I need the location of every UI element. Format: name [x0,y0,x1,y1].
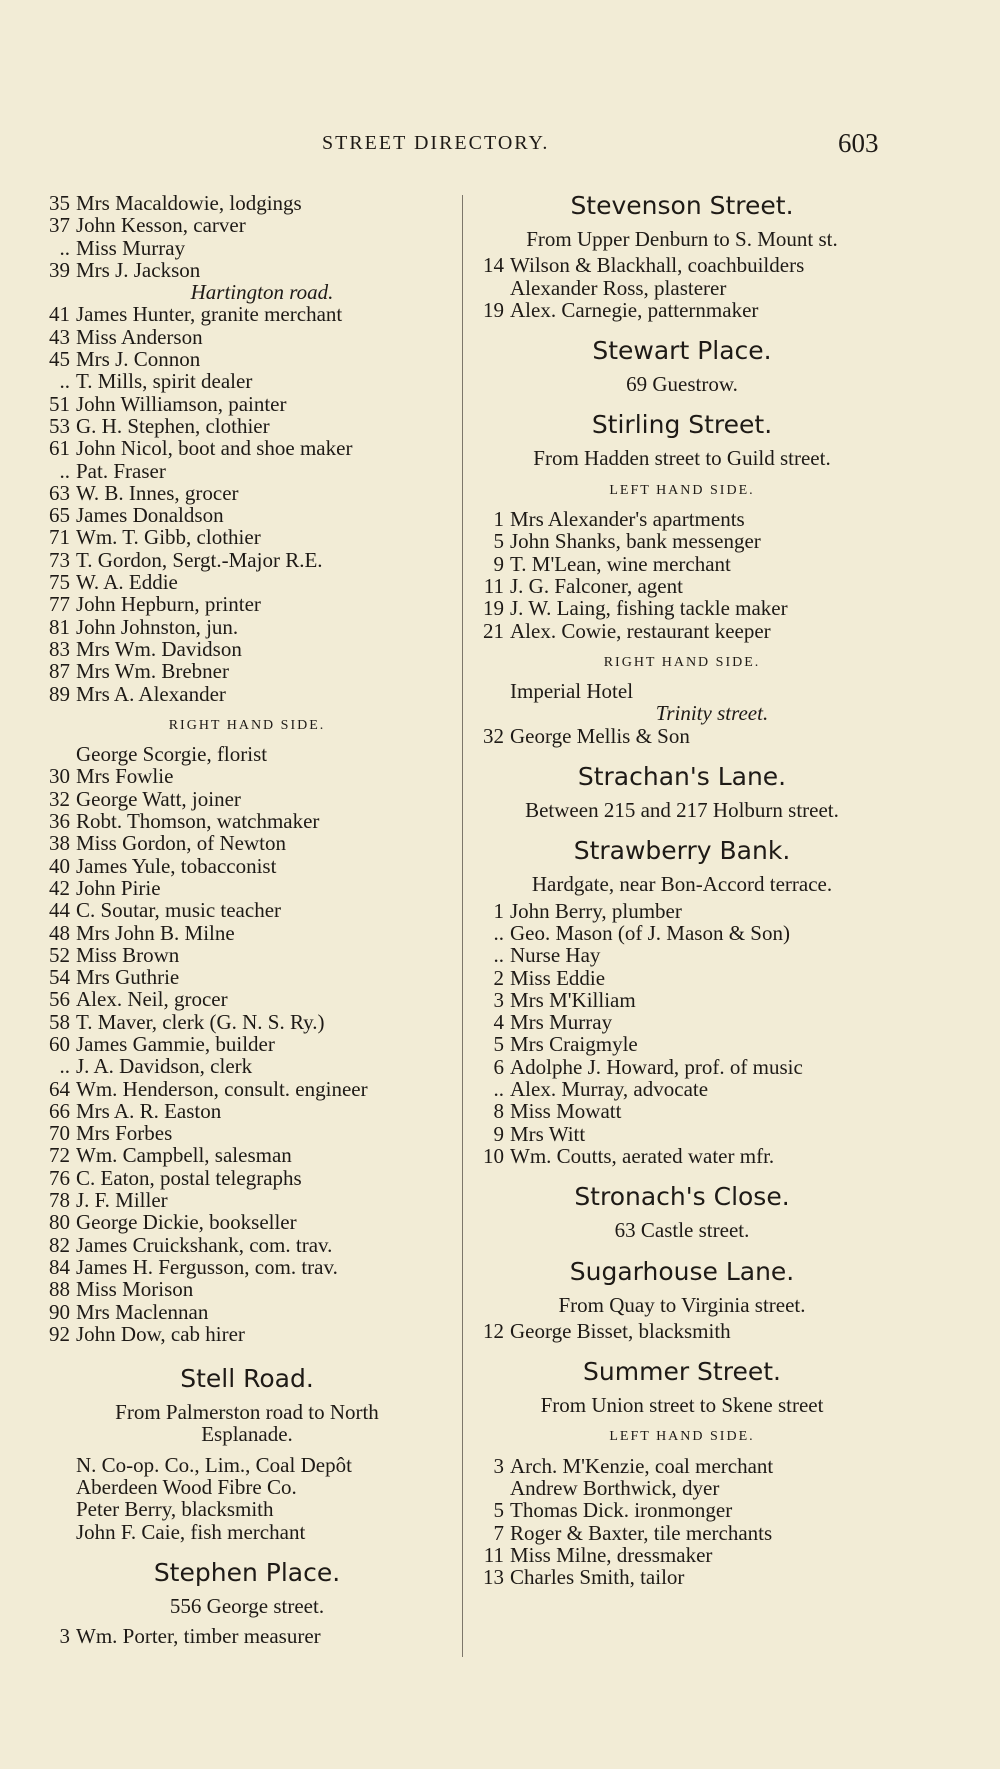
house-number: 13 [483,1565,504,1590]
occupant-text: T. Maver, clerk (G. N. S. Ry.) [76,1009,325,1034]
occupant-text: Mrs John B. Milne [76,920,235,945]
cross-street-label: Hartington road. [190,280,334,305]
occupant-text: W. B. Innes, grocer [76,480,239,505]
directory-entry [472,277,892,299]
directory-entry [472,575,892,597]
directory-entry [38,571,456,593]
directory-entry [38,638,456,660]
house-number: 82 [49,1232,70,1257]
house-number: 64 [49,1076,70,1101]
directory-entry [38,1625,456,1647]
occupant-text: J. W. Laing, fishing tackle maker [510,596,788,621]
house-number: 4 [493,1010,504,1035]
street-description: From Hadden street to Guild street. [533,446,831,471]
occupant-text: Wm. Coutts, aerated water mfr. [510,1143,775,1168]
house-number: 37 [49,213,70,238]
house-number: 7 [493,1520,504,1545]
street-heading: Stephen Place. [153,1557,341,1587]
house-number: 45 [49,347,70,372]
house-number: 90 [49,1299,70,1324]
occupant-text: Mrs Macaldowie, lodgings [76,191,302,215]
directory-entry [38,1167,456,1189]
entry-list [38,192,456,281]
occupant-text: Mrs A. R. Easton [76,1098,222,1123]
house-number: 1 [493,898,504,923]
occupant-text: Charles Smith, tailor [510,1565,685,1590]
directory-entry [38,899,456,921]
directory-entry [472,1544,892,1566]
occupant-text: Mrs Forbes [76,1121,173,1146]
directory-entry [38,922,456,944]
house-number: 63 [49,480,70,505]
side-heading: RIGHT HAND SIDE. [168,717,326,733]
directory-entry [38,393,456,415]
directory-entry [38,504,456,526]
directory-entry [472,1499,892,1521]
house-number: 21 [483,618,504,643]
house-number: 48 [49,920,70,945]
occupant-text: John Hepburn, printer [76,592,261,617]
directory-entry [38,460,456,482]
side-heading: LEFT HAND SIDE. [609,1429,755,1445]
directory-entry: Imperial Hotel [510,679,634,704]
occupant-text: Alex. Cowie, restaurant keeper [510,618,771,643]
occupant-text: Mrs J. Jackson [76,257,201,282]
house-number: 32 [49,786,70,811]
occupant-text: Geo. Mason (of J. Mason & Son) [510,920,790,945]
directory-entry [38,966,456,988]
directory-entry: N. Co-op. Co., Lim., Coal Depôt [76,1452,352,1477]
street-description: Between 215 and 217 Holburn street. [525,798,839,823]
house-number: 73 [49,547,70,572]
directory-entry [472,299,892,321]
house-number: 53 [49,413,70,438]
directory-entry: John F. Caie, fish merchant [76,1519,306,1544]
street-heading: Stirling Street. [591,410,773,440]
occupant-text: George Dickie, bookseller [76,1210,297,1235]
house-number: 60 [49,1031,70,1056]
house-number: 44 [49,898,70,923]
directory-entry [472,1566,892,1588]
side-heading: RIGHT HAND SIDE. [603,654,761,670]
house-number: 3 [59,1624,70,1649]
house-number: 75 [49,570,70,595]
occupant-text: Miss Milne, dressmaker [510,1542,713,1567]
page-header [0,128,1000,168]
directory-entry [38,660,456,682]
directory-entry: George Scorgie, florist [76,742,268,767]
directory-entry: Peter Berry, blacksmith [76,1497,274,1522]
column-divider [462,195,463,1657]
house-number: 36 [49,809,70,834]
house-number: 88 [49,1277,70,1302]
occupant-text: James Cruickshank, com. trav. [76,1232,333,1257]
house-number: 43 [49,324,70,349]
directory-entry [38,832,456,854]
directory-entry [38,988,456,1010]
house-number: 70 [49,1121,70,1146]
directory-entry: Aberdeen Wood Fibre Co. [76,1475,297,1500]
directory-entry [472,1011,892,1033]
house-number: 10 [483,1143,504,1168]
occupant-text: Adolphe J. Howard, prof. of music [510,1054,803,1079]
directory-entry [38,1211,456,1233]
directory-entry [38,326,456,348]
directory-entry [38,1234,456,1256]
street-description: 69 Guestrow. [626,372,738,397]
occupant-text: T. M'Lean, wine merchant [510,551,731,576]
house-number: 30 [49,764,70,789]
occupant-text: Andrew Borthwick, dyer [510,1475,720,1500]
house-number: 38 [49,831,70,856]
entry-list [38,765,456,1345]
directory-entry [38,1278,456,1300]
house-number: 11 [483,1542,504,1567]
entry-list [472,1320,892,1342]
house-number: 3 [493,987,504,1012]
directory-entry [38,855,456,877]
house-number: .. [493,943,504,968]
occupant-text: Wilson & Blackhall, coachbuilders [510,253,805,278]
house-number: 19 [483,297,504,322]
house-number: 81 [49,614,70,639]
directory-entry [38,1011,456,1033]
directory-entry [38,1144,456,1166]
occupant-text: James Yule, tobacconist [76,853,277,878]
house-number: 56 [49,987,70,1012]
street-description: From Union street to Skene street [540,1393,824,1418]
entry-list [472,1455,892,1589]
occupant-text: Miss Mowatt [510,1099,622,1124]
directory-entry [472,508,892,530]
occupant-text: John Johnston, jun. [76,614,239,639]
entry-list [38,303,456,704]
house-number: 80 [49,1210,70,1235]
occupant-text: John Nicol, boot and shoe maker [76,436,353,461]
house-number: .. [493,920,504,945]
house-number: 83 [49,636,70,661]
house-number: 5 [493,529,504,554]
directory-entry [472,1522,892,1544]
directory-entry [38,1301,456,1323]
occupant-text: John Pirie [76,875,161,900]
street-heading: Strachan's Lane. [577,762,787,792]
occupant-text: George Watt, joiner [76,786,241,811]
directory-entry [38,192,456,214]
directory-entry [38,944,456,966]
house-number: .. [59,458,70,483]
occupant-text: John Shanks, bank messenger [510,529,761,554]
street-heading: Stronach's Close. [574,1182,790,1212]
street-description: 63 Castle street. [614,1218,750,1243]
directory-entry [38,810,456,832]
occupant-text: Arch. M'Kenzie, coal merchant [510,1453,774,1478]
right-column [472,192,892,1588]
occupant-text: John Kesson, carver [76,213,246,238]
house-number: .. [493,1077,504,1102]
street-description: 556 George street. [169,1593,325,1618]
directory-entry [38,259,456,281]
occupant-text: T. Gordon, Sergt.-Major R.E. [76,547,323,572]
house-number: 51 [49,391,70,416]
directory-entry [472,725,892,747]
street-description: From Quay to Virginia street. [558,1292,806,1317]
directory-entry [38,482,456,504]
directory-entry [472,1078,892,1100]
directory-entry [38,1100,456,1122]
occupant-text: G. H. Stephen, clothier [76,413,270,438]
directory-entry [472,989,892,1011]
directory-entry [38,1323,456,1345]
directory-entry [38,1122,456,1144]
house-number: 66 [49,1098,70,1123]
occupant-text: George Bisset, blacksmith [510,1318,731,1343]
occupant-text: Miss Anderson [76,324,203,349]
directory-entry [38,1055,456,1077]
directory-entry [38,237,456,259]
left-column [38,192,456,1648]
directory-entry [472,944,892,966]
house-number: 39 [49,257,70,282]
street-heading: Stevenson Street. [570,191,794,220]
occupant-text: Roger & Baxter, tile merchants [510,1520,773,1545]
house-number: .. [59,369,70,394]
directory-entry [38,214,456,236]
house-number: 8 [493,1099,504,1124]
occupant-text: John Williamson, painter [76,391,287,416]
directory-entry [38,348,456,370]
directory-entry [38,877,456,899]
directory-entry [472,900,892,922]
occupant-text: James Donaldson [76,503,224,528]
house-number: 87 [49,659,70,684]
directory-entry [38,788,456,810]
occupant-text: Mrs Maclennan [76,1299,209,1324]
entry-list [472,254,892,321]
directory-entry [472,1320,892,1342]
directory-entry [472,1123,892,1145]
house-number: 52 [49,942,70,967]
street-description: Hardgate, near Bon-Accord terrace. [531,872,833,897]
house-number: 9 [493,551,504,576]
street-heading: Summer Street. [583,1357,781,1387]
directory-entry [38,549,456,571]
street-description: From Palmerston road to North [115,1400,379,1425]
house-number: 3 [493,1453,504,1478]
occupant-text: Miss Murray [76,235,186,260]
running-title: STREET DIRECTORY. [322,132,550,154]
house-number: 58 [49,1009,70,1034]
occupant-text: Robt. Thomson, watchmaker [76,809,320,834]
street-heading: Sugarhouse Lane. [569,1256,795,1286]
occupant-text: C. Soutar, music teacher [76,898,282,923]
house-number: 41 [49,302,70,327]
directory-entry [472,967,892,989]
directory-entry [472,1477,892,1499]
house-number [472,1477,510,1499]
occupant-text: Wm. Campbell, salesman [76,1143,292,1168]
directory-entry [38,437,456,459]
cross-street-label: Trinity street. [655,701,769,726]
page-number: 603 [838,128,879,158]
occupant-text: C. Eaton, postal telegraphs [76,1165,302,1190]
occupant-text: Miss Eddie [510,965,606,990]
house-number: 89 [49,681,70,706]
directory-entry [38,415,456,437]
occupant-text: J. G. Falconer, agent [510,573,683,598]
directory-entry [472,620,892,642]
house-number: .. [59,1054,70,1079]
house-number: 32 [483,723,504,748]
house-number: 61 [49,436,70,461]
house-number: 19 [483,596,504,621]
directory-entry [472,553,892,575]
directory-entry [472,1100,892,1122]
house-number: 71 [49,525,70,550]
directory-entry [38,683,456,705]
occupant-text: Miss Brown [76,942,180,967]
occupant-text: Alexander Ross, plasterer [510,275,727,300]
occupant-text: Mrs Fowlie [76,764,174,789]
house-number: .. [59,235,70,260]
house-number: 1 [493,507,504,532]
occupant-text: Mrs Wm. Davidson [76,636,242,661]
house-number: 84 [49,1254,70,1279]
entry-list [472,508,892,642]
occupant-text: Mrs Alexander's apartments [510,507,745,532]
directory-entry [472,1033,892,1055]
directory-entry [38,1078,456,1100]
directory-entry [472,254,892,276]
house-number: 40 [49,853,70,878]
occupant-text: Thomas Dick. ironmonger [510,1498,733,1523]
occupant-text: Wm. Porter, timber measurer [76,1624,321,1649]
directory-entry [38,616,456,638]
occupant-text: James H. Fergusson, com. trav. [76,1254,338,1279]
house-number: 2 [493,965,504,990]
occupant-text: John Dow, cab hirer [76,1321,245,1346]
occupant-text: Wm. Henderson, consult. engineer [76,1076,368,1101]
occupant-text: Alex. Neil, grocer [76,987,228,1012]
occupant-text: Wm. T. Gibb, clothier [76,525,261,550]
house-number [472,277,510,299]
occupant-text: Mrs M'Killiam [510,987,636,1012]
occupant-text: Mrs Wm. Brebner [76,659,229,684]
street-description: Esplanade. [201,1422,293,1447]
street-heading: Strawberry Bank. [573,836,791,866]
street-description: From Upper Denburn to S. Mount st. [526,227,838,251]
directory-entry [472,530,892,552]
directory-entry [38,303,456,325]
directory-entry [38,370,456,392]
occupant-text: J. F. Miller [76,1188,168,1213]
occupant-text: Miss Morison [76,1277,194,1302]
occupant-text: Mrs Guthrie [76,965,180,990]
directory-entry [38,526,456,548]
street-heading: Stewart Place. [592,336,772,366]
house-number: 35 [49,191,70,215]
house-number: 6 [493,1054,504,1079]
house-number: 77 [49,592,70,617]
occupant-text: W. A. Eddie [76,570,178,595]
house-number: 5 [493,1498,504,1523]
house-number: 14 [483,253,504,278]
entry-list [472,725,892,747]
occupant-text: T. Mills, spirit dealer [76,369,253,394]
house-number: 92 [49,1321,70,1346]
directory-entry [38,593,456,615]
house-number: 72 [49,1143,70,1168]
house-number: 12 [483,1318,504,1343]
occupant-text: Mrs Murray [510,1010,613,1035]
house-number: 54 [49,965,70,990]
house-number: 42 [49,875,70,900]
occupant-text: Mrs J. Connon [76,347,201,372]
plain-line-list [38,1454,456,1543]
directory-entry [472,597,892,619]
side-heading: LEFT HAND SIDE. [609,482,755,498]
entry-list [38,1625,456,1647]
entry-list [472,900,892,1168]
directory-entry [472,922,892,944]
occupant-text: Nurse Hay [510,943,601,968]
directory-entry [38,1033,456,1055]
house-number: 78 [49,1188,70,1213]
directory-entry [38,1189,456,1211]
directory-entry [38,765,456,787]
occupant-text: Alex. Murray, advocate [510,1077,709,1102]
occupant-text: James Gammie, builder [76,1031,275,1056]
house-number: 9 [493,1121,504,1146]
directory-entry [472,1455,892,1477]
street-heading: Stell Road. [180,1364,314,1394]
house-number: 76 [49,1165,70,1190]
occupant-text: Miss Gordon, of Newton [76,831,286,856]
occupant-text: Alex. Carnegie, patternmaker [510,297,759,322]
house-number: 5 [493,1032,504,1057]
house-number: 11 [483,573,504,598]
occupant-text: James Hunter, granite merchant [76,302,343,327]
directory-entry [38,1256,456,1278]
occupant-text: Mrs Craigmyle [510,1032,638,1057]
house-number: 65 [49,503,70,528]
occupant-text: Pat. Fraser [76,458,166,483]
occupant-text: John Berry, plumber [510,898,682,923]
directory-entry [472,1145,892,1167]
occupant-text: Mrs A. Alexander [76,681,226,706]
occupant-text: George Mellis & Son [510,723,690,748]
occupant-text: Mrs Witt [510,1121,586,1146]
occupant-text: J. A. Davidson, clerk [76,1054,253,1079]
directory-entry [472,1056,892,1078]
